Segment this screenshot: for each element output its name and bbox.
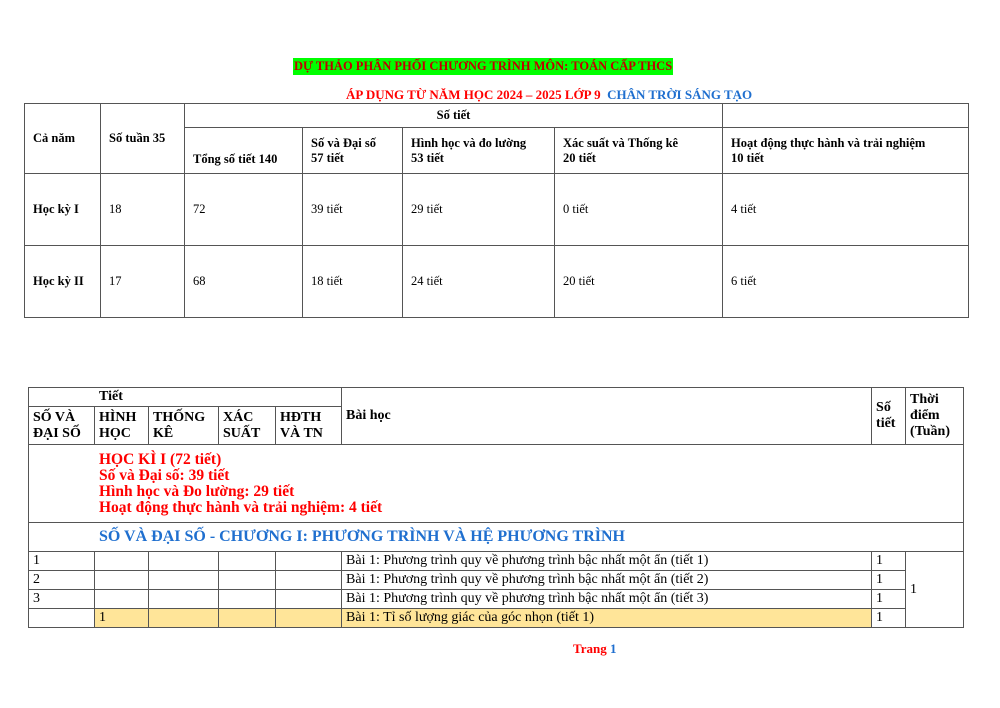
cell-hinh-hoc: 29 tiết xyxy=(403,174,555,246)
cell-so-tiet: 1 xyxy=(872,552,906,571)
table-row xyxy=(29,590,964,609)
header-thoi-diem: Thời điểm (Tuần) xyxy=(906,388,964,445)
header-tiet: Tiết xyxy=(29,388,342,407)
cell-lesson: Bài 1: Phương trình quy về phương trình bậc nhất một ẩn (tiết 1) xyxy=(342,552,872,571)
cell-hinh-hoc: 24 tiết xyxy=(403,246,555,318)
semester-title: HỌC KÌ I (72 tiết) xyxy=(99,450,222,468)
cell-weeks: 17 xyxy=(101,246,185,318)
chapter-title: SỐ VÀ ĐẠI SỐ - CHƯƠNG I: PHƯƠNG TRÌNH VÀ HỆ PHƯƠNG TRÌNH xyxy=(29,523,964,552)
cell-so-tiet: 1 xyxy=(872,571,906,590)
col-total: Tổng số tiết 140 xyxy=(185,128,303,174)
header-hinh-hoc: HÌNH HỌC xyxy=(95,407,149,445)
cell-xac-suat: 0 tiết xyxy=(555,174,723,246)
header-empty xyxy=(723,104,969,128)
cell-week: 1 xyxy=(906,552,964,628)
header-hdth: HĐTH VÀ TN xyxy=(276,407,342,445)
cell-so-tiet: 1 xyxy=(872,609,906,628)
cell-so-tiet: 1 xyxy=(872,590,906,609)
header-so-tiet: Số tiết xyxy=(185,104,723,128)
document-subtitle xyxy=(346,87,752,103)
row-label: Học kỳ II xyxy=(25,246,101,318)
cell-weeks: 18 xyxy=(101,174,185,246)
subtitle-year: ÁP DỤNG TỪ NĂM HỌC 2024 – 2025 LỚP 9 xyxy=(346,87,601,102)
cell-hoat-dong: 4 tiết xyxy=(723,174,969,246)
col-dai-so: Số và Đại số 57 tiết xyxy=(303,128,403,174)
cell-total: 68 xyxy=(185,246,303,318)
table-row xyxy=(29,571,964,590)
footer-label: Trang xyxy=(573,641,607,656)
semester-hinh-hoc: Hình học và Đo lường: 29 tiết xyxy=(99,482,295,500)
cell-hinh-hoc xyxy=(95,552,149,571)
cell-dai-so: 2 xyxy=(29,571,95,590)
cell-dai-so: 1 xyxy=(29,552,95,571)
semester-summary xyxy=(29,445,964,523)
cell-dai-so xyxy=(29,609,95,628)
col-xac-suat: Xác suất và Thống kê 20 tiết xyxy=(555,128,723,174)
cell-dai-so: 3 xyxy=(29,590,95,609)
row-label: Học kỳ I xyxy=(25,174,101,246)
header-so-dai-so: SỐ VÀ ĐẠI SỐ xyxy=(29,407,95,445)
cell-lesson: Bài 1: Tỉ số lượng giác của góc nhọn (tiết 1) xyxy=(342,609,872,628)
cell-lesson: Bài 1: Phương trình quy về phương trình bậc nhất một ẩn (tiết 3) xyxy=(342,590,872,609)
summary-table xyxy=(24,103,969,318)
header-xac-suat: XÁC SUẤT xyxy=(219,407,276,445)
header-bai-hoc: Bài học xyxy=(342,388,872,445)
semester-hoat-dong: Hoạt động thực hành và trải nghiệm: 4 tiết xyxy=(99,498,383,516)
detail-table xyxy=(28,387,964,628)
table-row xyxy=(29,609,964,628)
semester-dai-so: Số và Đại số: 39 tiết xyxy=(99,466,230,484)
cell-lesson: Bài 1: Phương trình quy về phương trình bậc nhất một ẩn (tiết 2) xyxy=(342,571,872,590)
page-footer xyxy=(573,641,616,657)
cell-hinh-hoc: 1 xyxy=(95,609,149,628)
header-so-tuan: Số tuần 35 xyxy=(101,104,185,174)
cell-total: 72 xyxy=(185,174,303,246)
col-hinh-hoc: Hình học và đo lường 53 tiết xyxy=(403,128,555,174)
cell-hoat-dong: 6 tiết xyxy=(723,246,969,318)
document-title: DỰ THẢO PHÂN PHỐI CHƯƠNG TRÌNH MÔN: TOÁN CẤP THCS xyxy=(294,59,673,73)
col-hoat-dong: Hoạt động thực hành và trải nghiệm 10 tiết xyxy=(723,128,969,174)
page-number: 1 xyxy=(609,641,617,656)
cell-xac-suat: 20 tiết xyxy=(555,246,723,318)
cell-dai-so: 18 tiết xyxy=(303,246,403,318)
table-row xyxy=(25,246,969,318)
table-row xyxy=(25,174,969,246)
cell-hinh-hoc xyxy=(95,590,149,609)
cell-hinh-hoc xyxy=(95,571,149,590)
header-so-tiet: Số tiết xyxy=(872,388,906,445)
header-thong-ke: THỐNG KÊ xyxy=(149,407,219,445)
subtitle-book: CHÂN TRỜI SÁNG TẠO xyxy=(607,87,753,102)
table-row xyxy=(29,552,964,571)
header-ca-nam: Cả năm xyxy=(25,104,101,174)
cell-dai-so: 39 tiết xyxy=(303,174,403,246)
